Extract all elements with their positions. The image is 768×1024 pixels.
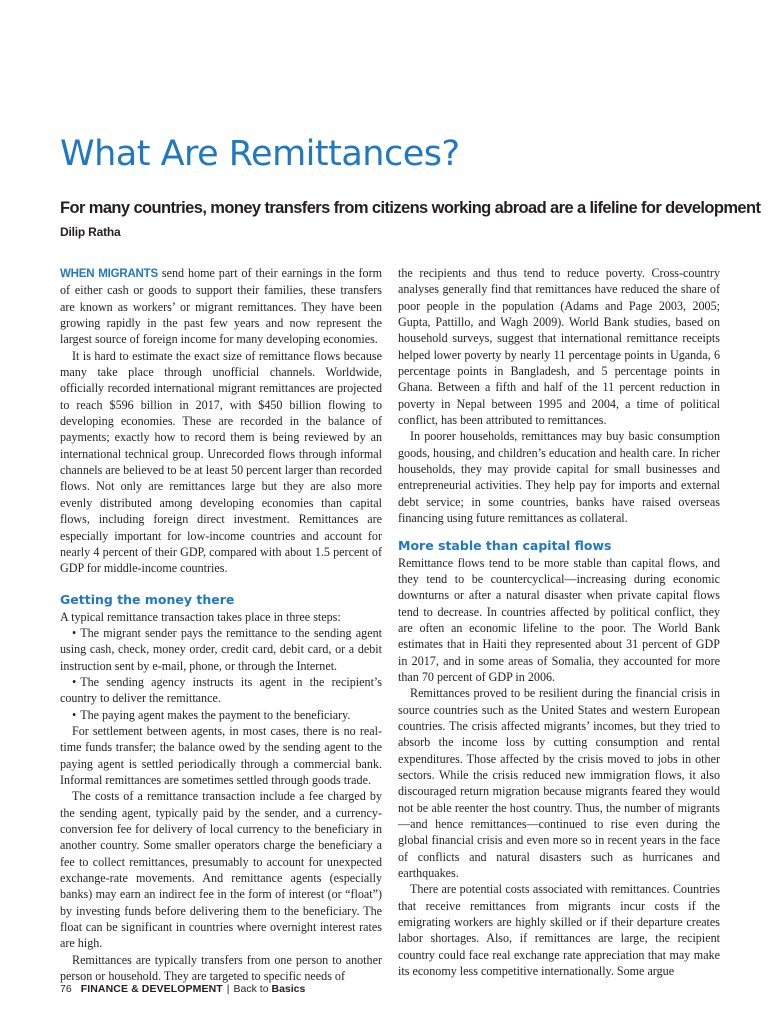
page-number: 76 bbox=[60, 983, 72, 995]
bullet-item bbox=[60, 625, 382, 674]
footer-separator: | bbox=[226, 983, 230, 995]
paragraph: the recipients and thus tend to reduce poverty. Cross-country analyses generally find that remittances have reduced the share of poor people in the population (Adams and Page 2003, 2005; Gupta, Pattillo, and Wagh 2009). World Bank studies, based on household surveys, suggest that international remittance receipts helped lower poverty by nearly 11 percentage points in Uganda, 6 percentage points in Bangladesh, and 5 percentage points in Ghana. Between a fifth and half of the 11 percent reduction in poverty in Nepal between 1995 and 2004, a time of political conflict, has been attributed to remittances. bbox=[398, 266, 720, 428]
bullet-item bbox=[60, 674, 382, 707]
article-title: What Are Remittances? bbox=[60, 134, 460, 174]
article-subtitle: For many countries, money transfers from citizens working abroad are a lifeline for development bbox=[60, 199, 761, 217]
bullet-icon: • bbox=[72, 707, 77, 722]
paragraph bbox=[60, 265, 382, 348]
paragraph: In poorer households, remittances may buy basic consumption goods, housing, and children’s education and health care. In richer households, they may provide capital for small businesses and entrepreneurial activities. They help pay for imports and external debt service; in some countries, banks have raised overseas financing using future remittances as collateral. bbox=[398, 429, 720, 526]
section-heading: More stable than capital flows bbox=[398, 537, 612, 553]
right-column bbox=[398, 265, 720, 979]
bullet-text: The migrant sender pays the remittance to the sending agent using cash, check, money order, credit card, debit card, or a debit instruction sent by e-mail, phone, or through the Internet. bbox=[60, 625, 382, 673]
left-column bbox=[60, 265, 382, 984]
bullet-text: The sending agency instructs its agent in the recipient’s country to deliver the remittance. bbox=[60, 674, 382, 706]
series-prefix: Back to bbox=[233, 983, 269, 995]
paragraph-text: send home part of their earnings in the form of either cash or goods to support their families, these transfers are known as workers’ or migrant remittances. They have been growing rapidly in the past few years and now represent the largest source of foreign income for many developing economies. bbox=[60, 266, 383, 347]
paragraph: A typical remittance transaction takes place in three steps: bbox=[60, 609, 341, 624]
section-heading: Getting the money there bbox=[60, 591, 235, 607]
paragraph: Remittances are typically transfers from one person to another person or household. They are targeted to specific needs of bbox=[60, 952, 382, 984]
paragraph: There are potential costs associated with remittances. Countries that receive remittances from migrants incur costs if the emigrating workers are highly skilled or if their departure creates labor shortages. Also, if remittances are large, the recipient country could face real exchange rate appreciation that may make its economy less competitive internationally. Some argue bbox=[398, 882, 720, 979]
lead-in: WHEN MIGRANTS bbox=[60, 268, 158, 280]
paragraph: Remittances proved to be resilient during the financial crisis in source countries such as the United States and western European countries. The crisis affected migrants’ incomes, but they tried to absorb the income loss by cutting consumption and rental expenditures. Those affected by the crisis moved to jobs in other sectors. While the crisis reduced new immigration flows, it also discouraged return migration because migrants feared they would not be able reenter the host country. Thus, the number of migrants—and hence remittances—continued to rise even during the global financial crisis and even more so in recent years in the face of conflicts and natural disasters such as hurricanes and earthquakes. bbox=[398, 686, 720, 881]
article-author: Dilip Ratha bbox=[60, 225, 121, 239]
paragraph: It is hard to estimate the exact size of remittance flows because many take place through unofficial channels. Worldwide, officially recorded international migrant remittances are projected to reach $596 billion in 2017, with $450 billion flowing to developing economies. These are recorded in the balance of payments; exactly how to record them is being reviewed by an international technical group. Unrecorded flows through informal channels are believed to be at least 50 percent larger than recorded flows. Not only are remittances large but they are also more evenly distributed among developing economies than capital flows, including foreign direct investment. Remittances are especially important for low-income countries and account for nearly 4 percent of their GDP, compared with about 1.5 percent of GDP for middle-income countries. bbox=[60, 348, 382, 576]
page-footer bbox=[60, 982, 305, 996]
series-name: Basics bbox=[271, 983, 306, 995]
paragraph: Remittance flows tend to be more stable than capital flows, and they tend to be countercyclical—increasing during economic downturns or after a natural disaster when private capital flows tend to decrease. In countries affected by political conflict, they are often an economic lifeline to the poor. The World Bank estimates that in Haiti they represented about 31 percent of GDP in 2017, and in some areas of Somalia, they accounted for more than 70 percent of GDP in 2006. bbox=[398, 555, 720, 684]
bullet-text: The paying agent makes the payment to the beneficiary. bbox=[80, 707, 351, 722]
paragraph: For settlement between agents, in most cases, there is no real-time funds transfer; the balance owed by the sending agent to the paying agent is settled periodically through a commercial bank. Informal remittances are sometimes settled through goods trade. bbox=[60, 723, 382, 787]
bullet-icon: • bbox=[72, 674, 77, 689]
bullet-item bbox=[60, 707, 382, 723]
magazine-name: FINANCE & DEVELOPMENT bbox=[80, 983, 223, 995]
bullet-icon: • bbox=[72, 625, 77, 640]
paragraph: The costs of a remittance transaction include a fee charged by the sending agent, typically paid by the sender, and a currency-conversion fee for delivery of local currency to the beneficiary in another country. Some smaller operators charge the beneficiary a fee to collect remittances, presumably to account for unexpected exchange-rate movements. And remittance agents (especially banks) may earn an indirect fee in the form of interest (or “float”) by investing funds before delivering them to the beneficiary. The float can be significant in countries where overnight interest rates are high. bbox=[60, 789, 382, 951]
